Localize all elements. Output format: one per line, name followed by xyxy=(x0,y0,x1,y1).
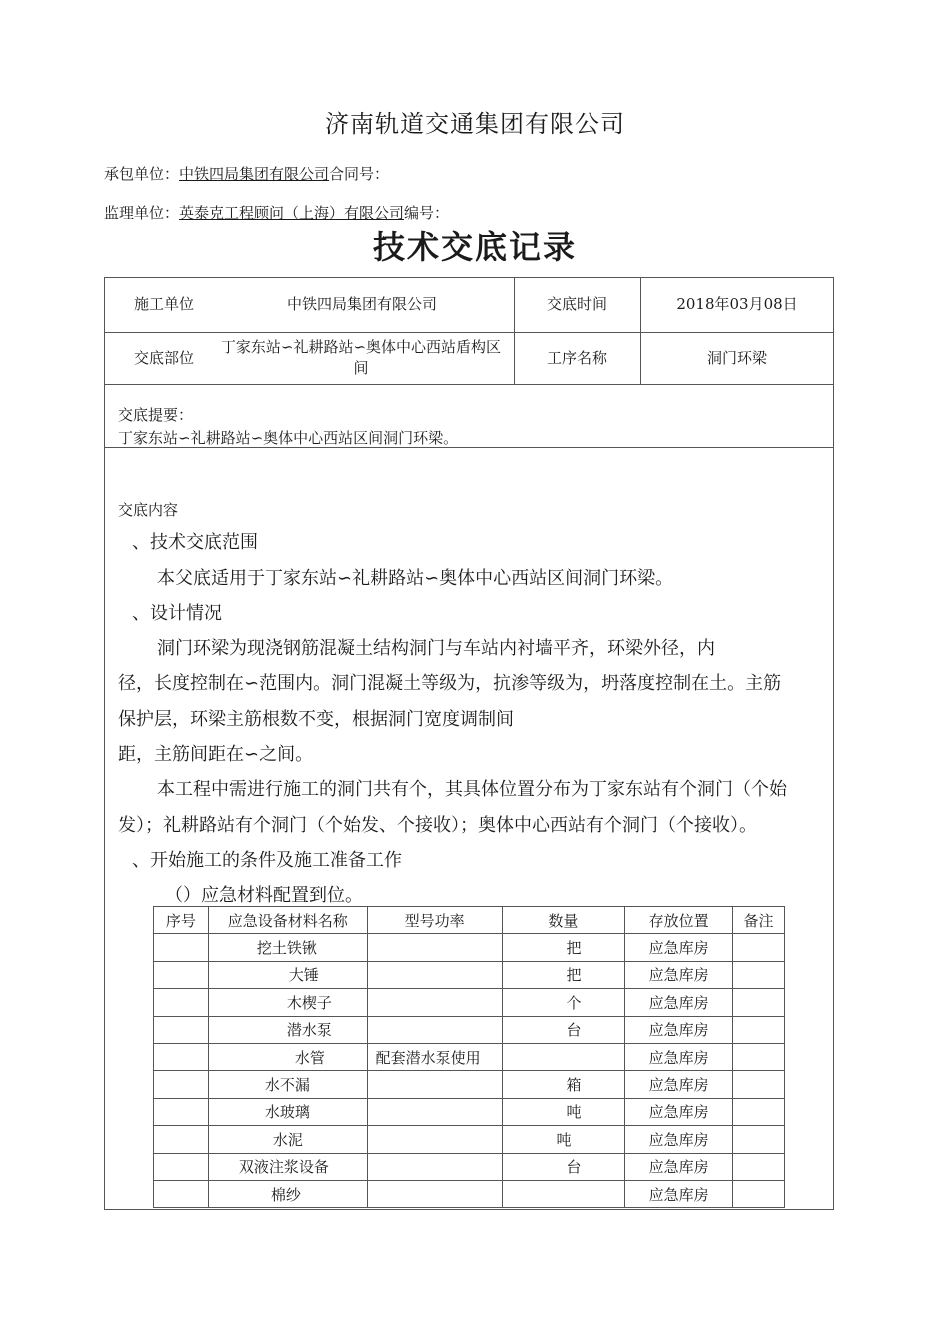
row-index xyxy=(154,1043,209,1070)
storage-location: 应急库房 xyxy=(625,1043,733,1070)
row-index xyxy=(154,934,209,961)
emergency-materials-table xyxy=(153,906,785,1208)
section-heading-design: 、设计情况 xyxy=(132,603,222,624)
row-index xyxy=(154,1098,209,1125)
column-header: 存放位置 xyxy=(625,907,733,934)
section-heading-preparation: 、开始施工的条件及施工准备工作 xyxy=(132,850,402,871)
material-name: 潜水泵 xyxy=(208,1016,367,1043)
material-name: 水玻璃 xyxy=(208,1098,367,1125)
material-spec xyxy=(367,989,502,1016)
material-spec xyxy=(367,1180,502,1207)
table-row xyxy=(154,1153,785,1180)
time-value: 2018年03月08日 xyxy=(676,295,798,313)
document-title: 技术交底记录 xyxy=(372,228,577,266)
body-paragraph: 本父底适用于丁家东站∽礼耕路站∽奥体中心西站区间洞门环梁。 xyxy=(157,568,674,589)
column-header: 型号功率 xyxy=(367,907,502,934)
material-remark xyxy=(733,1016,785,1043)
column-header: 序号 xyxy=(154,907,209,934)
material-spec xyxy=(367,1153,502,1180)
material-spec xyxy=(367,934,502,961)
storage-location: 应急库房 xyxy=(625,989,733,1016)
material-quantity: 台 xyxy=(502,1153,625,1180)
storage-location: 应急库房 xyxy=(625,1098,733,1125)
supervisor-value: 英泰克工程顾问（上海）有限公司 xyxy=(179,204,405,222)
material-quantity: 把 xyxy=(502,961,625,988)
unit-label: 施工单位 xyxy=(133,295,194,313)
storage-location: 应急库房 xyxy=(625,1071,733,1098)
company-name: 济南轨道交通集团有限公司 xyxy=(325,110,625,138)
storage-location: 应急库房 xyxy=(625,1153,733,1180)
storage-location: 应急库房 xyxy=(625,961,733,988)
summary-label: 交底提要： xyxy=(118,406,194,424)
material-name: 棉纱 xyxy=(208,1180,367,1207)
material-name: 双液注浆设备 xyxy=(208,1153,367,1180)
table-header-row xyxy=(154,907,785,934)
material-name: 挖土铁锹 xyxy=(208,934,367,961)
column-header: 备注 xyxy=(733,907,785,934)
table-row xyxy=(154,961,785,988)
material-quantity xyxy=(502,1043,625,1070)
contractor-label: 承包单位： xyxy=(104,165,180,183)
sub-item-emergency-materials: （）应急材料配置到位。 xyxy=(165,885,363,906)
column-header: 应急设备材料名称 xyxy=(208,907,367,934)
material-spec xyxy=(367,1016,502,1043)
body-paragraph: 发）；礼耕路站有个洞门（个始发、个接收）；奥体中心西站有个洞门（个接收）。 xyxy=(118,815,757,836)
contractor-line xyxy=(104,163,389,184)
row-index xyxy=(154,1016,209,1043)
table-row xyxy=(154,934,785,961)
material-remark xyxy=(733,961,785,988)
material-name: 水管 xyxy=(208,1043,367,1070)
material-quantity: 吨 xyxy=(502,1098,625,1125)
material-quantity: 箱 xyxy=(502,1071,625,1098)
row-index xyxy=(154,1180,209,1207)
material-quantity xyxy=(502,1180,625,1207)
unit-value: 中铁四局集团有限公司 xyxy=(286,295,437,313)
row-divider xyxy=(104,384,834,385)
body-paragraph: 洞门环梁为现浇钢筋混凝土结构洞门与车站内衬墙平齐，环梁外径，内 xyxy=(157,638,715,659)
body-paragraph: 径，长度控制在∽范围内。洞门混凝土等级为，抗渗等级为，坍落度控制在土。主筋 xyxy=(118,673,782,694)
table-row xyxy=(154,1043,785,1070)
material-name: 水泥 xyxy=(208,1126,367,1153)
time-label: 交底时间 xyxy=(546,295,607,313)
storage-location: 应急库房 xyxy=(625,1016,733,1043)
part-label: 交底部位 xyxy=(133,348,194,367)
supervisor-label: 监理单位： xyxy=(104,204,180,222)
row-index xyxy=(154,1126,209,1153)
process-value: 洞门环梁 xyxy=(706,348,767,367)
table-row xyxy=(154,1098,785,1125)
material-spec xyxy=(367,1098,502,1125)
storage-location: 应急库房 xyxy=(625,1180,733,1207)
storage-location: 应急库房 xyxy=(625,934,733,961)
serial-number-label: 编号： xyxy=(404,204,450,222)
body-paragraph: 保护层，环梁主筋根数不变，根据洞门宽度调制间 xyxy=(118,709,514,730)
material-remark xyxy=(733,1180,785,1207)
section-heading-scope: 、技术交底范围 xyxy=(132,532,258,553)
row-index xyxy=(154,961,209,988)
table-row xyxy=(154,1016,785,1043)
material-name: 水不漏 xyxy=(208,1071,367,1098)
supervisor-line xyxy=(104,202,449,223)
table-row xyxy=(154,1071,785,1098)
material-quantity: 吨 xyxy=(502,1126,625,1153)
material-spec xyxy=(367,1071,502,1098)
material-spec: 配套潜水泵使用 xyxy=(367,1043,502,1070)
summary-text: 丁家东站∽礼耕路站∽奥体中心西站区间洞门环梁。 xyxy=(118,429,459,447)
material-remark xyxy=(733,1043,785,1070)
material-remark xyxy=(733,1098,785,1125)
material-quantity: 个 xyxy=(502,989,625,1016)
table-row xyxy=(154,1126,785,1153)
row-index xyxy=(154,989,209,1016)
process-label: 工序名称 xyxy=(546,348,607,367)
material-remark xyxy=(733,1153,785,1180)
material-quantity: 把 xyxy=(502,934,625,961)
table-row xyxy=(154,989,785,1016)
part-value: 丁家东站∽礼耕路站∽奥体中心西站盾构区间 xyxy=(220,338,502,377)
material-spec xyxy=(367,961,502,988)
material-remark xyxy=(733,934,785,961)
contractor-value: 中铁四局集团有限公司 xyxy=(179,165,330,183)
body-paragraph: 本工程中需进行施工的洞门共有个，其具体位置分布为丁家东站有个洞门（个始 xyxy=(157,779,787,800)
content-label: 交底内容 xyxy=(118,501,179,519)
table-row xyxy=(154,1180,785,1207)
row-index xyxy=(154,1153,209,1180)
material-remark xyxy=(733,989,785,1016)
storage-location: 应急库房 xyxy=(625,1126,733,1153)
material-quantity: 台 xyxy=(502,1016,625,1043)
material-name: 木楔子 xyxy=(208,989,367,1016)
body-paragraph: 距，主筋间距在∽之间。 xyxy=(118,744,314,765)
material-remark xyxy=(733,1126,785,1153)
contract-number-label: 合同号： xyxy=(329,165,390,183)
row-index xyxy=(154,1071,209,1098)
column-header: 数量 xyxy=(502,907,625,934)
material-spec xyxy=(367,1126,502,1153)
material-name: 大锤 xyxy=(208,961,367,988)
material-remark xyxy=(733,1071,785,1098)
